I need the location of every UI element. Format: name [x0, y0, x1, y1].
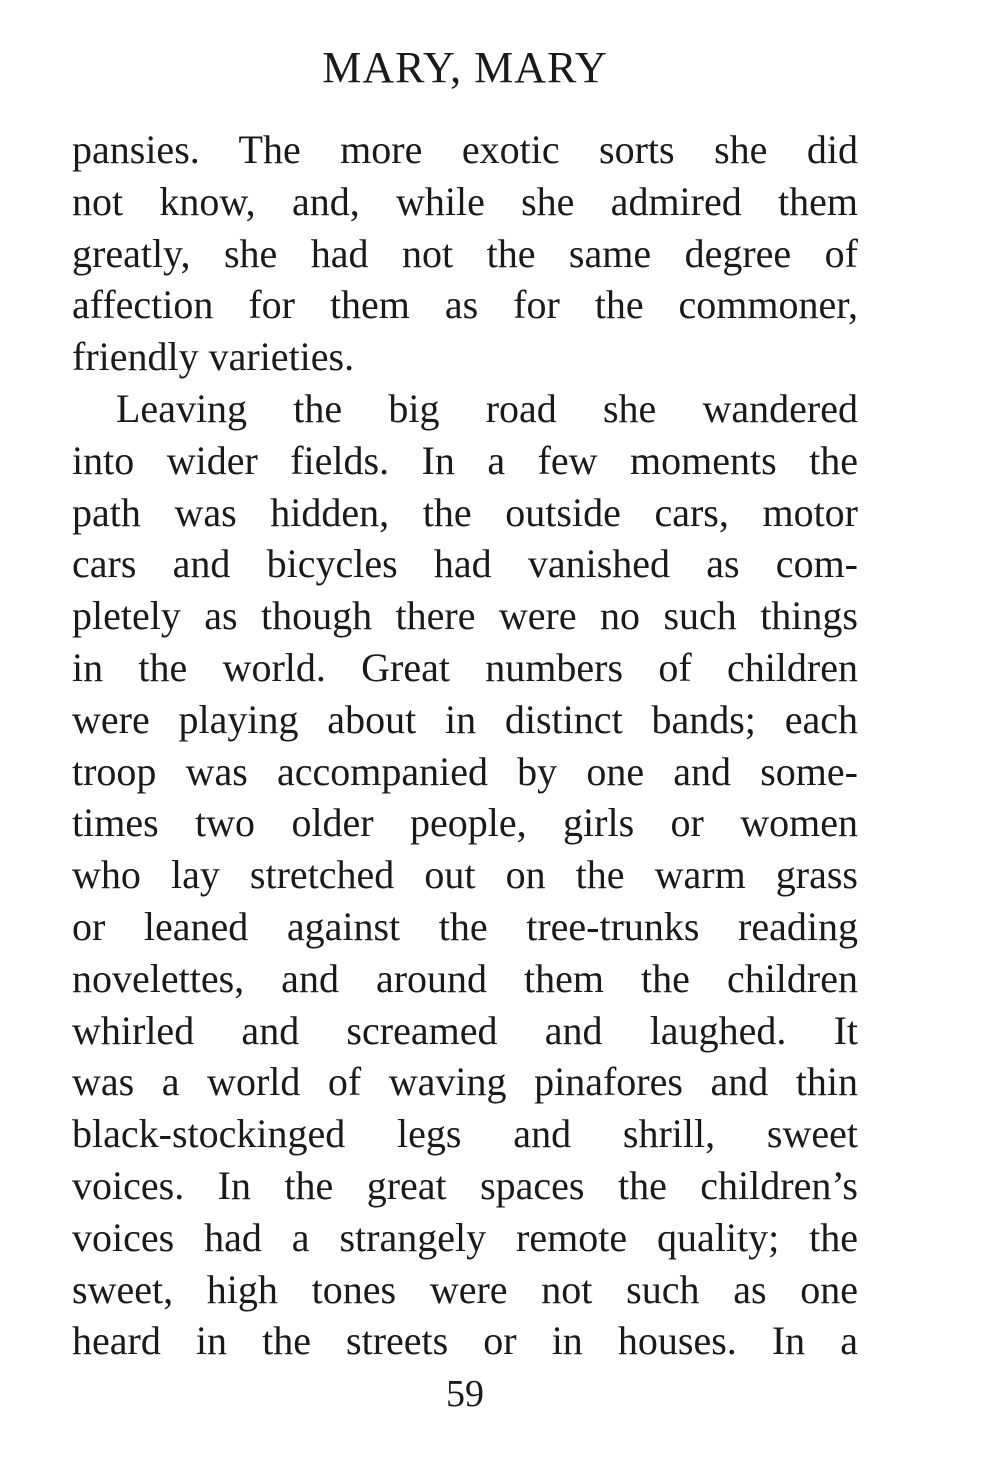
- text-line: cars and bicycles had vanished as com-: [72, 541, 858, 587]
- text-line: pletely as though there were no such things: [72, 593, 858, 639]
- body-text: [72, 124, 858, 1367]
- text-line: Leaving the big road she wandered: [116, 385, 858, 431]
- text-line: novelettes, and around them the children: [72, 955, 858, 1001]
- running-head: MARY, MARY: [322, 43, 608, 92]
- text-line: were playing about in distinct bands; each: [72, 696, 858, 742]
- text-line: path was hidden, the outside cars, motor: [72, 489, 858, 535]
- text-line: voices had a strangely remote quality; the: [72, 1214, 858, 1260]
- text-line: was a world of waving pinafores and thin: [72, 1059, 858, 1105]
- text-line: in the world. Great numbers of children: [72, 644, 858, 690]
- text-line: affection for them as for the commoner,: [72, 282, 858, 328]
- page-number: 59: [446, 1373, 484, 1415]
- text-line: voices. In the great spaces the children’s: [72, 1162, 858, 1208]
- text-line: times two older people, girls or women: [72, 800, 858, 846]
- text-line: pansies. The more exotic sorts she did: [72, 127, 858, 172]
- text-line: sweet, high tones were not such as one: [72, 1266, 858, 1312]
- text-line: black-stockinged legs and shrill, sweet: [72, 1111, 858, 1157]
- text-line: or leaned against the tree-trunks reading: [72, 903, 858, 949]
- text-line: troop was accompanied by one and some-: [72, 748, 858, 794]
- text-line: heard in the streets or in houses. In a: [72, 1318, 858, 1364]
- text-line: whirled and screamed and laughed. It: [72, 1007, 858, 1053]
- text-line: greatly, she had not the same degree of: [72, 230, 858, 276]
- text-line: into wider fields. In a few moments the: [72, 437, 858, 483]
- text-line: not know, and, while she admired them: [72, 178, 858, 224]
- text-line: who lay stretched out on the warm grass: [72, 852, 858, 898]
- text-line: friendly varieties.: [72, 334, 355, 380]
